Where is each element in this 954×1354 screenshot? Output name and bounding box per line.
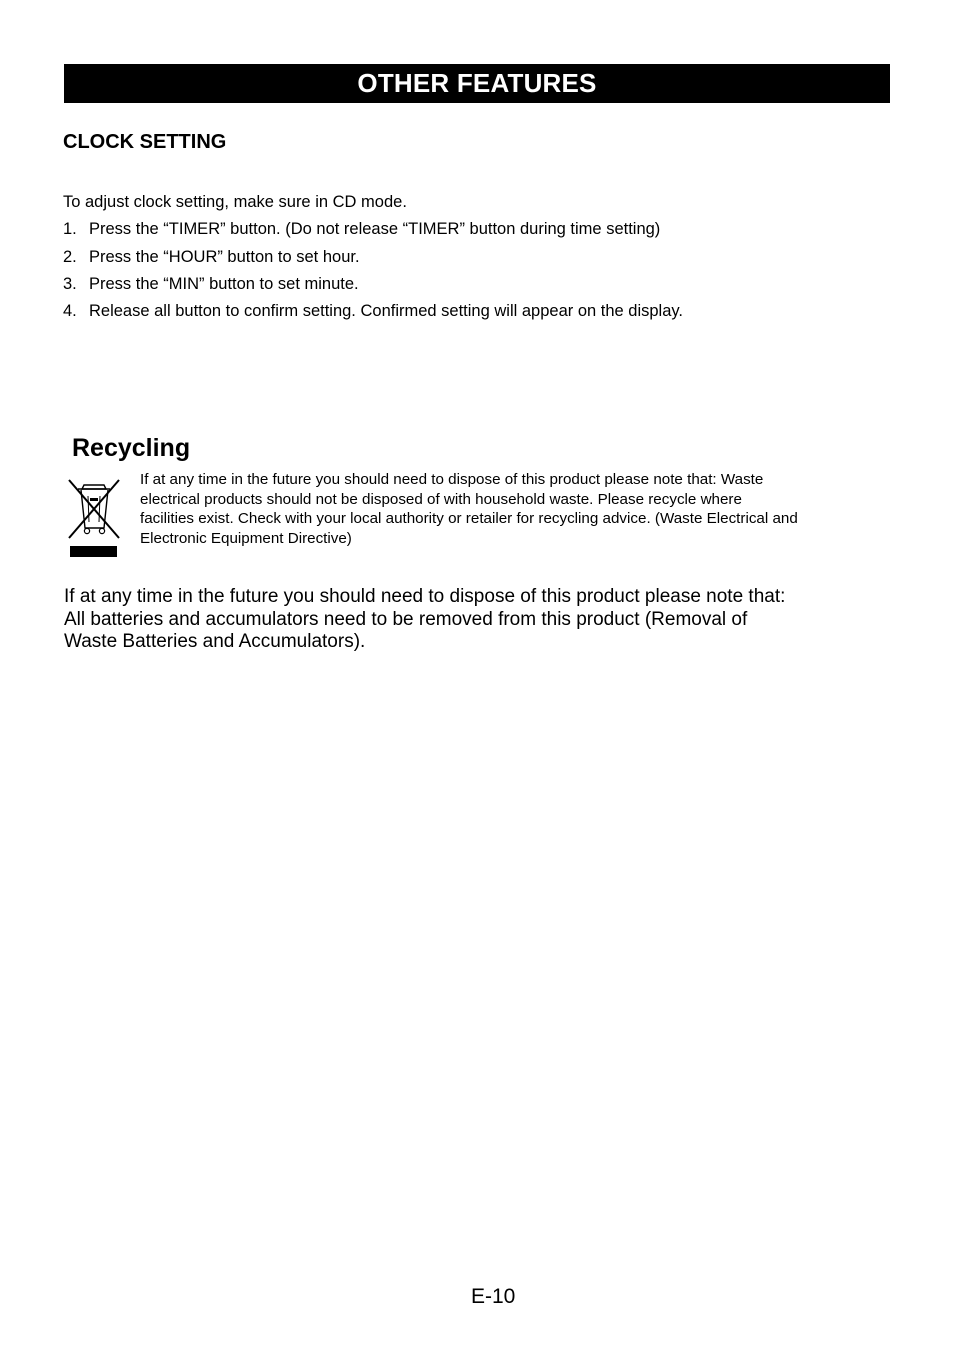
clock-setting-steps (63, 216, 823, 325)
step-number: 4. (63, 302, 77, 321)
list-item (63, 298, 823, 325)
step-text: Press the “TIMER” button. (Do not release “TIMER” button during time setting) (89, 220, 661, 239)
page-number: E-10 (471, 1285, 516, 1308)
step-text: Press the “HOUR” button to set hour. (89, 247, 360, 266)
recycling-text: If at any time in the future you should need to dispose of this product please note that: Waste electrical products should not be disposed of with household waste. Please recycle where facilities exist. Check with your local authority or retailer for recycling advice. (Waste Electrical and Electronic Equipment Directive) (140, 471, 798, 547)
list-item (63, 271, 823, 298)
recycling-title: Recycling (72, 434, 191, 462)
step-number: 2. (63, 247, 77, 266)
clock-setting-intro: To adjust clock setting, make sure in CD mode. (63, 193, 407, 211)
step-number: 3. (63, 274, 77, 293)
list-item (63, 216, 823, 243)
step-text: Press the “MIN” button to set minute. (89, 274, 359, 293)
list-item (63, 244, 823, 271)
step-text: Release all button to confirm setting. Confirmed setting will appear on the display. (89, 302, 684, 321)
clock-setting-body (63, 189, 823, 325)
clock-setting-title: CLOCK SETTING (63, 131, 227, 153)
battery-disposal-note: If at any time in the future you should need to dispose of this product please note that: All batteries and accumulators need to be removed from this product (Removal of Waste Batteries and Accumulators). (64, 586, 786, 652)
section-header-bar (64, 64, 890, 103)
step-number: 1. (63, 220, 77, 239)
crossed-out-wheelie-bin-icon (64, 476, 124, 560)
section-header-title: OTHER FEATURES (357, 68, 597, 98)
